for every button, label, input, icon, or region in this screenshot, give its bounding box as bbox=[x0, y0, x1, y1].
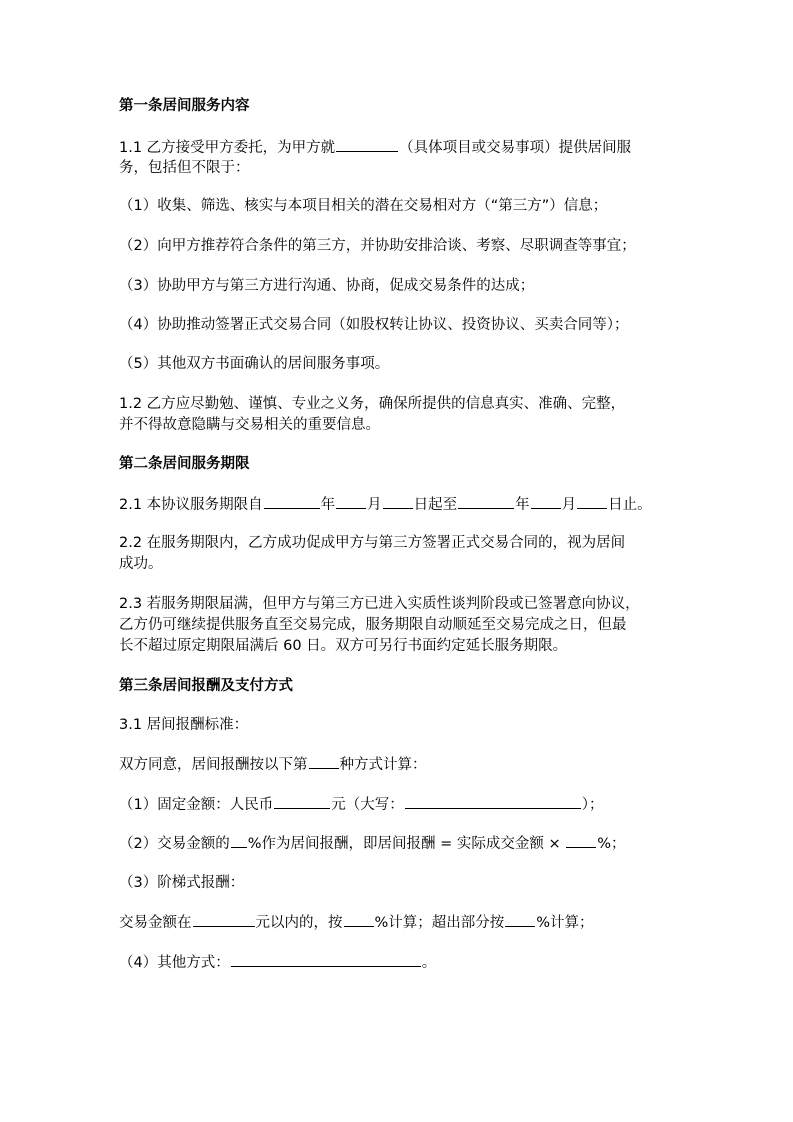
service-item-1: （1）收集、筛选、核实与本项目相关的潜在交易相对方（“第三方”）信息； bbox=[119, 198, 608, 214]
clause-text: （2）交易金额的 bbox=[119, 836, 230, 852]
end-month-blank[interactable] bbox=[531, 494, 561, 509]
clause-text: （具体项目或交易事项）提供居间服 bbox=[399, 140, 632, 156]
start-month-blank[interactable] bbox=[336, 494, 366, 509]
clause-text: 日起至 bbox=[413, 497, 458, 513]
tier-rule-line bbox=[119, 912, 594, 933]
clause-text: 交易金额在 bbox=[119, 915, 192, 931]
section-1-heading: 第一条居间服务内容 bbox=[119, 98, 250, 114]
tier-amount-blank[interactable] bbox=[193, 912, 255, 927]
section-3-heading: 第三条居间报酬及支付方式 bbox=[119, 678, 293, 694]
service-item-5: （5）其他双方书面确认的居间服务事项。 bbox=[119, 356, 390, 372]
method-number-blank[interactable] bbox=[309, 754, 339, 769]
amount-words-blank[interactable] bbox=[405, 794, 581, 809]
clause-text: （1）固定金额：人民币 bbox=[119, 797, 274, 813]
start-day-blank[interactable] bbox=[383, 494, 413, 509]
clause-text: 2.1 本协议服务期限自 bbox=[119, 497, 263, 513]
clause-2-3-line-1: 2.3 若服务期限届满，但甲方与第三方已进入实质性谈判阶段或已签署意向协议， bbox=[119, 596, 640, 612]
clause-1-1-line-1 bbox=[119, 137, 631, 158]
amount-blank[interactable] bbox=[274, 794, 330, 809]
clause-2-2-line-1: 2.2 在服务期限内，乙方成功促成甲方与第三方签署正式交易合同的，视为居间 bbox=[119, 535, 626, 551]
clause-text: 。 bbox=[421, 955, 437, 971]
clause-2-3-line-3: 长不超过原定期限届满后 60 日。双方可另行书面约定延长服务期限。 bbox=[119, 638, 568, 654]
year-label: 年 bbox=[515, 497, 530, 513]
project-blank[interactable] bbox=[336, 137, 398, 152]
clause-text: 元以内的，按 bbox=[255, 915, 343, 931]
service-item-3: （3）协助甲方与第三方进行沟通、协商，促成交易条件的达成； bbox=[119, 278, 535, 294]
clause-text: %作为居间报酬，即居间报酬 = 实际成交金额 × bbox=[247, 836, 566, 852]
clause-text: %计算； bbox=[536, 915, 594, 931]
other-method-blank[interactable] bbox=[231, 952, 421, 967]
clause-text: （4）其他方式： bbox=[119, 955, 230, 971]
clause-text: 元（大写： bbox=[331, 797, 404, 813]
percent-blank[interactable] bbox=[231, 833, 247, 848]
clause-1-1-line-2: 务，包括但不限于： bbox=[119, 160, 250, 176]
tier-rate-blank[interactable] bbox=[344, 912, 374, 927]
option-3-tiered: （3）阶梯式报酬： bbox=[119, 875, 245, 891]
clause-1-2-line-2: 并不得故意隐瞒与交易相关的重要信息。 bbox=[119, 417, 380, 433]
clause-text: ）； bbox=[581, 797, 604, 813]
option-4-other bbox=[119, 952, 436, 973]
method-choice-line bbox=[119, 754, 427, 775]
section-2-heading: 第二条居间服务期限 bbox=[119, 456, 250, 472]
month-label: 月 bbox=[561, 497, 577, 513]
clause-text: 双方同意，居间报酬按以下第 bbox=[119, 757, 308, 773]
start-year-blank[interactable] bbox=[264, 494, 320, 509]
clause-text: 种方式计算： bbox=[339, 757, 427, 773]
clause-text: %计算；超出部分按 bbox=[374, 915, 505, 931]
service-item-4: （4）协助推动签署正式交易合同（如股权转让协议、投资协议、买卖合同等）； bbox=[119, 317, 629, 333]
month-label: 月 bbox=[367, 497, 382, 513]
service-item-2: （2）向甲方推荐符合条件的第三方，并协助安排洽谈、考察、尽职调查等事宜； bbox=[119, 238, 636, 254]
end-day-blank[interactable] bbox=[577, 494, 607, 509]
option-2-percentage bbox=[119, 833, 626, 854]
end-year-blank[interactable] bbox=[458, 494, 514, 509]
clause-1-2-line-1: 1.2 乙方应尽勤勉、谨慎、专业之义务，确保所提供的信息真实、准确、完整， bbox=[119, 396, 626, 412]
clause-2-3-line-2: 乙方仍可继续提供服务直至交易完成，服务期限自动顺延至交易完成之日，但最 bbox=[119, 617, 627, 633]
percent-blank-2[interactable] bbox=[566, 833, 596, 848]
clause-text: 日止。 bbox=[608, 497, 652, 513]
option-1-fixed-amount bbox=[119, 794, 603, 815]
excess-rate-blank[interactable] bbox=[505, 912, 535, 927]
clause-2-1 bbox=[119, 494, 652, 515]
clause-3-1: 3.1 居间报酬标准： bbox=[119, 717, 249, 733]
year-label: 年 bbox=[320, 497, 336, 513]
clause-2-2-line-2: 成功。 bbox=[119, 556, 163, 572]
clause-text: %； bbox=[597, 836, 626, 852]
clause-text: 1.1 乙方接受甲方委托，为甲方就 bbox=[119, 140, 336, 156]
